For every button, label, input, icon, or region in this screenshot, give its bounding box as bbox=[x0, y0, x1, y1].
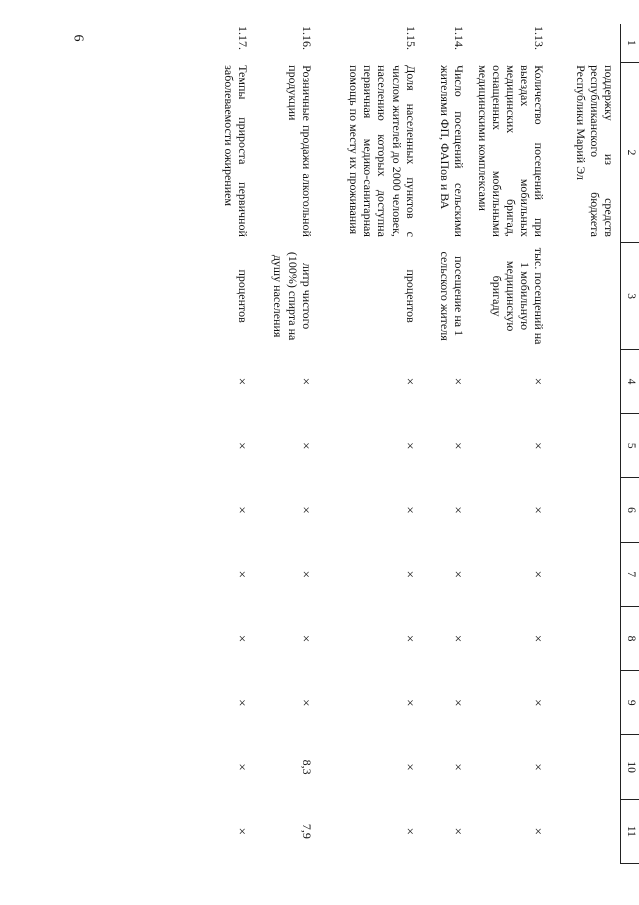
value-cell: × bbox=[234, 506, 250, 514]
value-cell: × bbox=[531, 442, 547, 450]
header-cell: 5 bbox=[621, 414, 639, 478]
table-row bbox=[198, 24, 254, 864]
value-cell: × bbox=[234, 570, 250, 578]
indicator-name: поддержку из средств республиканского бюджета Республики Марий Эл bbox=[573, 65, 616, 237]
row-number: 1.17. bbox=[235, 26, 250, 50]
value-cell: × bbox=[402, 442, 418, 450]
unit: процентов bbox=[235, 269, 250, 323]
header-cell: 6 bbox=[621, 478, 639, 542]
value-cell: × bbox=[402, 827, 418, 836]
page-number: 6 bbox=[70, 34, 86, 42]
value-cell: × bbox=[298, 634, 314, 643]
value-cell: × bbox=[402, 506, 418, 514]
value-cell: × bbox=[402, 634, 418, 643]
value-cell: × bbox=[298, 442, 314, 450]
value-cell: × bbox=[531, 763, 547, 771]
table-row bbox=[318, 24, 422, 864]
value-cell: × bbox=[450, 377, 466, 386]
indicators-table bbox=[198, 24, 639, 864]
unit: процентов bbox=[403, 269, 418, 323]
table-row bbox=[254, 24, 318, 864]
value-cell: × bbox=[450, 699, 466, 707]
unit: тыс. посещений на 1 мобильную медицинскую бригаду bbox=[490, 247, 547, 345]
value-cell bbox=[551, 414, 621, 478]
header-cell: 3 bbox=[621, 243, 639, 349]
unit: литр чистого (100%) спирта на душу населения bbox=[271, 251, 314, 341]
value-cell bbox=[551, 735, 621, 799]
header-cell: 8 bbox=[621, 606, 639, 670]
table-row bbox=[470, 24, 551, 864]
value-cell bbox=[551, 671, 621, 735]
rotated-table-wrapper bbox=[120, 24, 639, 864]
value-cell: × bbox=[450, 763, 466, 771]
value-cell: × bbox=[402, 570, 418, 578]
header-cell: 7 bbox=[621, 542, 639, 606]
header-cell: 9 bbox=[621, 671, 639, 735]
value-cell: × bbox=[531, 570, 547, 578]
value-cell: × bbox=[402, 763, 418, 771]
row-number: 1.13. bbox=[532, 26, 547, 50]
value-cell: × bbox=[234, 763, 250, 771]
value-cell: × bbox=[234, 827, 250, 836]
value-cell: × bbox=[402, 377, 418, 386]
value-cell: × bbox=[402, 699, 418, 707]
value-cell: × bbox=[234, 442, 250, 450]
unit: посещение на 1 сельского жителя bbox=[437, 251, 466, 341]
row-number: 1.14. bbox=[451, 26, 466, 50]
header-row bbox=[621, 24, 639, 864]
value-cell: × bbox=[450, 506, 466, 514]
header-cell: 11 bbox=[621, 799, 639, 863]
value-cell bbox=[551, 799, 621, 863]
value-cell bbox=[551, 478, 621, 542]
indicator-name: Число посещений сельскими жителями ФП, ФАПов и ВА bbox=[437, 65, 466, 237]
value-cell bbox=[551, 606, 621, 670]
row-number: 1.15. bbox=[403, 26, 418, 50]
value-cell: × bbox=[298, 377, 314, 386]
value-cell: × bbox=[234, 377, 250, 386]
value-cell: × bbox=[298, 570, 314, 578]
indicator-name: Темпы прироста первичной заболеваемости ожирением bbox=[221, 65, 250, 237]
value-cell: × bbox=[450, 634, 466, 643]
value-cell: × bbox=[298, 506, 314, 514]
value-cell: 7,9 bbox=[299, 823, 314, 839]
header-cell: 2 bbox=[621, 62, 639, 243]
indicator-name: Розничные продажи алкогольной продукции bbox=[285, 65, 314, 237]
value-cell bbox=[551, 542, 621, 606]
value-cell: × bbox=[450, 827, 466, 836]
row-number: 1.16. bbox=[299, 26, 314, 50]
value-cell: × bbox=[234, 634, 250, 643]
header-cell: 1 bbox=[621, 24, 639, 62]
value-cell: × bbox=[531, 634, 547, 643]
value-cell: × bbox=[298, 699, 314, 707]
value-cell: × bbox=[234, 699, 250, 707]
header-cell: 4 bbox=[621, 349, 639, 413]
value-cell: × bbox=[531, 506, 547, 514]
value-cell: × bbox=[450, 442, 466, 450]
value-cell: × bbox=[450, 570, 466, 578]
value-cell bbox=[551, 349, 621, 413]
indicator-name: Доля населенных пунктов с числом жителей до 2000 человек, населению которых доступна первичная медико-санитарная помощь по месту их проживания bbox=[347, 65, 418, 237]
header-cell: 10 bbox=[621, 735, 639, 799]
table-row bbox=[422, 24, 470, 864]
table-row bbox=[551, 24, 621, 864]
indicator-name: Количество посещений при выездах мобильных медицинских бригад, оснащенных мобильными медицинскими комплексами bbox=[475, 65, 547, 237]
row-number bbox=[551, 24, 621, 62]
unit bbox=[551, 243, 621, 349]
value-cell: × bbox=[531, 699, 547, 707]
value-cell: × bbox=[531, 377, 547, 386]
value-cell: × bbox=[531, 827, 547, 836]
value-cell: 8,3 bbox=[299, 759, 314, 775]
